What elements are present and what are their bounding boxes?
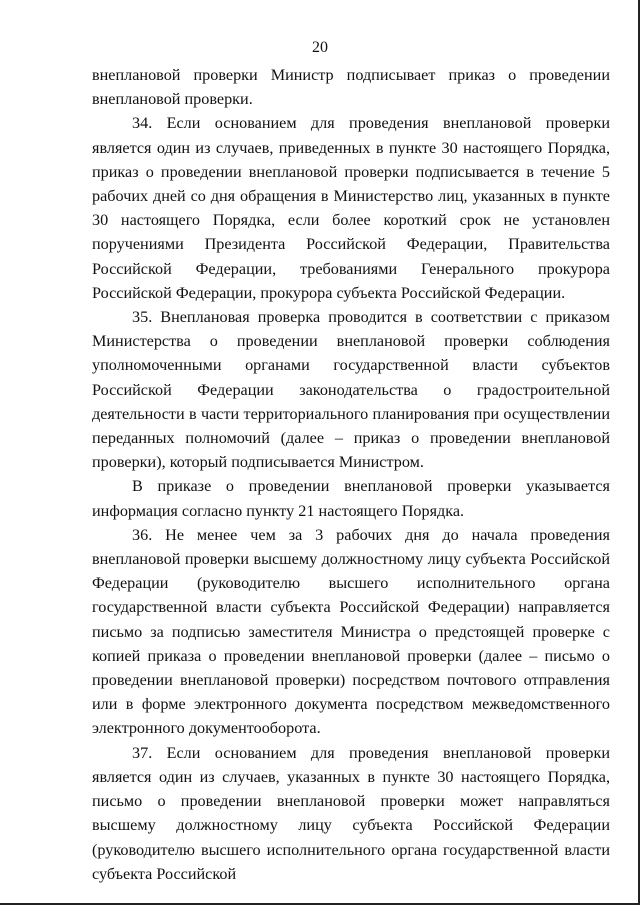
paragraph-36: 36. Не менее чем за 3 рабочих дня до начала проведения внеплановой проверки высшему должностному лицу субъекта Российской Федерации (руководителю высшего исполнительного органа государственной власти субъекта Российской Федерации) направляется письмо за подписью заместителя Министра о предстоящей проверке с копией приказа о проведении внеплановой проверки (далее – письмо о проведении внеплановой проверки) посредством почтового отправления или в форме электронного документа посредством межведомственного электронного документооборота.	[92, 525, 610, 738]
paragraph-order-info: В приказе о проведении внеплановой проверки указывается информация согласно пункту 21 настоящего Порядка.	[92, 477, 610, 520]
paragraph-37: 37. Если основанием для проведения внеплановой проверки является один из случаев, указанных в пункте 30 настоящего Порядка, письмо о проведении внеплановой проверки может направляться высшему должностному лицу субъекта Российской Федерации (руководителю высшего исполнительного органа государственной власти субъекта Российской	[92, 743, 610, 883]
page-number: 20	[312, 39, 328, 56]
document-body	[92, 63, 610, 886]
paragraph-34: 34. Если основанием для проведения внеплановой проверки является один из случаев, приведенных в пункте 30 настоящего Порядка, приказ о проведении внеплановой проверки подписывается в течение 5 рабочих дней со дня обращения в Министерство лиц, указанных в пункте 30 настоящего Порядка, если более короткий срок не установлен поручениями Президента Российской Федерации, Правительства Российской Федерации, требованиями Генерального прокурора Российской Федерации, прокурора субъекта Российской Федерации.	[92, 114, 610, 302]
paragraph-35: 35. Внеплановая проверка проводится в соответствии с приказом Министерства о проведении внеплановой проверки соблюдения уполномоченными органами государственной власти субъектов Российской Федерации законодательства о градостроительной деятельности в части территориального планирования при осуществлении переданных полномочий (далее – приказ о проведении внеплановой проверки), который подписывается Министром.	[92, 308, 610, 472]
paragraph-continuation: внеплановой проверки Министр подписывает приказ о проведении внеплановой проверки.	[92, 66, 610, 109]
